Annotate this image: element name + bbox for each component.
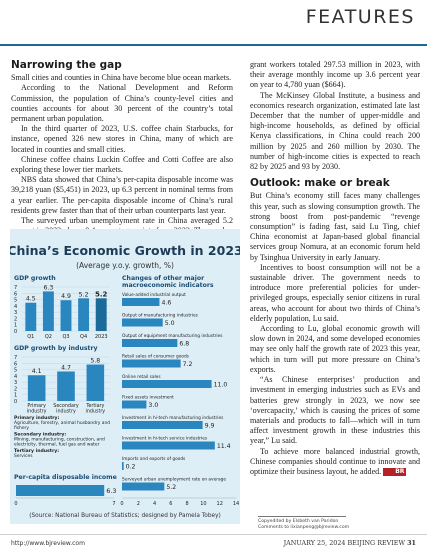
section-heading: Outlook: make or break — [250, 177, 390, 190]
right-column — [250, 60, 420, 477]
gdp-bar — [43, 291, 54, 331]
gdp-y-tick: 2 — [14, 316, 18, 323]
indicators-label-line1: Changes of other major — [122, 275, 205, 282]
income-label: Per-capita disposable income — [14, 474, 117, 481]
indicator-category-label: Retail sales of consumer goods — [122, 354, 189, 360]
gdp-value-label: 5.2 — [78, 291, 89, 299]
indicator-category-label: Investment in hi-tech manufacturing industries — [122, 416, 224, 421]
gdp-value-label: 4.5 — [25, 295, 36, 303]
indicators-x-tick: 14 — [232, 501, 240, 507]
gdp-y-tick: 4 — [14, 303, 18, 310]
industry-note-desc: electricity, thermal, fuel gas and water — [14, 442, 100, 448]
gdp-category-label: Q1 — [27, 334, 35, 340]
income-x-tick: 7 — [112, 501, 116, 507]
paragraph: Small cities and counties in China have become blue ocean markets. — [11, 73, 232, 83]
indicator-bar — [122, 483, 164, 491]
indicators-x-tick: 4 — [152, 501, 157, 507]
industry-y-tick: 6 — [14, 361, 18, 368]
left-column — [11, 60, 233, 247]
indicator-category-label: Value-added industrial output — [122, 293, 186, 298]
copyright-note — [258, 519, 349, 531]
comments-contact: Comments to lixianpeng@bjreview.com — [258, 525, 350, 530]
gdp-growth-label: GDP growth — [14, 275, 56, 282]
gdp-category-label: Q4 — [80, 334, 88, 340]
gdp-bar — [25, 303, 36, 331]
industry-category-label: industry — [85, 409, 106, 415]
indicators-x-tick: 12 — [216, 501, 223, 507]
br-end-mark-icon: BR — [383, 468, 406, 476]
paragraph: Chinese coffee chains Luckin Coffee and Cotti Coffee are also exploring these lower tier markets. — [11, 154, 233, 175]
paragraph: According to Lu, global economic growth will slow down in 2024, and some developed economies may see only half the growth rate of 2023 this year, which in turn will put more pressure on China’s exports. — [250, 324, 420, 374]
industry-y-tick: 2 — [14, 386, 18, 393]
paragraph: The surveyed urban unemployment rate in China averaged 5.2 — [21, 216, 233, 226]
paragraph: But China’s economy still faces many challenges this year, such as slowing consumption growth. The strong boost from post-pandemic “revenge consumption” is fading fast, said Lu Ting, chief China economist at Japan-based global financial services group Nomura, at an economic forum held by Tsinghua University in early January. — [250, 191, 420, 262]
gdp-value-label: 5.2 — [94, 290, 108, 299]
indicator-category-label: Output of manufacturing industries — [122, 313, 198, 319]
industry-note-term: Secondary industry: — [14, 432, 67, 438]
industry-category-label: Tertiary — [86, 404, 105, 409]
gdp-bar — [78, 298, 89, 331]
chart-title: China’s Economic Growth in 2023 — [10, 243, 240, 258]
indicator-bar — [122, 298, 159, 306]
industry-category-label: industry — [26, 409, 47, 415]
indicators-x-tick: 8 — [185, 501, 189, 507]
chart-subtitle: (Average y.o.y. growth, %) — [76, 261, 174, 270]
indicator-bar — [122, 421, 203, 429]
gdp-bar — [61, 300, 72, 331]
indicator-bar — [122, 462, 124, 470]
indicator-value-label: 11.0 — [213, 381, 228, 389]
industry-note-term: Primary industry: — [14, 416, 60, 421]
indicator-value-label: 0.2 — [125, 463, 136, 471]
paragraph: The McKinsey Global Institute, a business and economics research organization, estimated late last December that the number of upper-middle and high-income households, as defined by official Kenya classifications, in China could reach 200 million by 2025 and 260 million by 2030. The number of high-income cities is expected to reach 82 by 2025 and 93 by 2030. — [250, 90, 420, 172]
industry-bar — [28, 375, 46, 401]
industry-value-label: 4.7 — [61, 364, 71, 372]
section-header: FEATURES — [305, 6, 415, 28]
indicator-value-label: 11.4 — [216, 443, 231, 450]
industry-note-term: Tertiary industry: — [14, 449, 60, 454]
paragraph: grant workers totaled 297.53 million in 2023, with their average monthly income up 3.6 percent year on year to 4,780 yuan ($664). — [250, 60, 420, 90]
indicator-bar — [122, 380, 212, 388]
indicator-category-label: Fixed assets investment — [122, 395, 174, 401]
indicator-value-label: 4.6 — [161, 299, 172, 307]
industry-y-tick: 1 — [14, 392, 18, 399]
indicators-x-tick: 10 — [200, 501, 207, 507]
industry-y-tick: 0 — [14, 399, 18, 405]
indicators-x-tick: 0 — [120, 501, 124, 507]
copyedit-credit: Copyedited by Elsbeth van Paridon — [258, 519, 339, 524]
gdp-category-label: Q3 — [62, 334, 70, 340]
indicator-category-label: Output of equipment manufacturing industries — [122, 334, 223, 339]
indicators-label-line2: macroeconomic indicators — [122, 282, 214, 289]
industry-y-tick: 4 — [14, 373, 18, 380]
income-value-label: 6.3 — [106, 487, 117, 495]
issue-line: JANUARY 25, 2024 BEIJING REVIEW — [283, 539, 406, 547]
industry-category-label: Primary — [27, 404, 46, 409]
industry-note-desc: Services — [14, 454, 33, 459]
gdp-y-tick: 3 — [14, 310, 18, 317]
industry-y-tick: 7 — [14, 355, 18, 361]
indicator-bar — [122, 339, 177, 347]
economic-growth-chart — [10, 229, 240, 524]
gdp-y-tick: 1 — [14, 322, 18, 329]
gdp-value-label: 4.9 — [61, 293, 71, 301]
paragraph: “As Chinese enterprises’ production and investment in emerging industries such as EVs and batteries grew strongly in 2023, we now see ‘overcapacity,’ which is causing the prices of some materials and products to fall—which will in turn affect investment growth in these industries this year,” Lu said. — [250, 375, 420, 446]
copyright-rule — [258, 516, 346, 517]
indicator-value-label: 7.2 — [182, 361, 193, 368]
indicators-x-tick: 6 — [169, 501, 173, 507]
chart-source: (Source: National Bureau of Statistics; designed by Pamela Tobey) — [29, 513, 221, 519]
gdp-y-tick: 7 — [14, 285, 18, 291]
indicator-category-label: Online retail sales — [122, 375, 161, 380]
paragraph-text: To achieve more balanced industrial growth, Chinese companies should continue to innovate and optimize their business layout, he added. — [250, 446, 420, 476]
gdp-category-label: 2023 — [94, 334, 108, 340]
paragraph: Incentives to boost consumption will not be a sustainable driver. The government needs to introduce more preferential policies for under-privileged groups, especially senior citizens in rural areas, who account for about two thirds of China’s elderly population, Lu said. — [250, 262, 420, 323]
indicator-bar — [122, 360, 181, 368]
indicator-value-label: 6.8 — [179, 340, 190, 348]
industry-y-tick: 3 — [14, 380, 18, 387]
industry-note-desc: Agriculture, forestry, animal husbandry and — [14, 421, 111, 426]
footer-url[interactable]: http://www.bjreview.com — [11, 540, 85, 547]
indicator-bar — [122, 319, 163, 327]
paragraph — [250, 447, 420, 478]
industry-note-desc: Mining, manufacturing, construction, and — [14, 437, 105, 443]
footer-rule — [0, 534, 427, 535]
gdp-y-tick: 5 — [14, 297, 18, 304]
indicator-bar — [122, 401, 146, 409]
gdp-y-tick: 6 — [14, 291, 18, 298]
gdp-value-label: 6.3 — [43, 284, 54, 292]
indicator-bar — [122, 442, 215, 450]
indicators-x-tick: 2 — [136, 501, 140, 507]
indicator-value-label: 5.0 — [164, 320, 175, 327]
footer-issue — [284, 539, 416, 547]
industry-bar — [57, 371, 75, 401]
paragraph: NBS data showed that China’s per-capita disposable income was 39,218 yuan ($5,451) in 2023, up 6.3 percent in nominal terms from a year earlier. The per-capita disposable income of China’s rural residents grew faster than that of their urban counterparts last year. — [11, 175, 233, 215]
industry-growth-label: GDP growth by industry — [14, 345, 98, 352]
gdp-category-label: Q2 — [44, 334, 52, 340]
industry-category-label: industry — [56, 409, 76, 415]
gdp-y-tick: 0 — [14, 329, 18, 335]
paragraph: In the third quarter of 2023, U.S. coffee chain Starbucks, for instance, opened 326 new stores in China, many of which are located in counties and small cities. — [11, 124, 233, 154]
income-x-tick: 0 — [14, 501, 18, 507]
indicator-value-label: 3.0 — [148, 402, 159, 409]
industry-category-label: Secondary — [53, 404, 79, 409]
gdp-bar — [96, 298, 107, 331]
header-rule — [0, 44, 427, 46]
indicator-category-label: Surveyed urban unemployment rate on average — [122, 477, 226, 483]
industry-note-desc: fishery — [14, 426, 29, 431]
section-heading: Narrowing the gap — [11, 59, 122, 71]
income-bar — [16, 485, 104, 496]
paragraph: According to the National Development and Reform Commission, the population of China’s county-level cities and counties accounts for about 30 percent of the country’s total permanent urban population. — [11, 83, 233, 124]
industry-value-label: 4.1 — [31, 368, 42, 376]
indicator-value-label: 9.9 — [204, 422, 215, 430]
industry-y-tick: 5 — [14, 367, 18, 374]
chart-canvas — [10, 229, 240, 524]
indicator-value-label: 5.2 — [166, 484, 177, 491]
page-number: 31 — [407, 539, 416, 547]
indicator-category-label: Investment in hi-tech service industries — [122, 436, 208, 442]
industry-value-label: 5.8 — [90, 357, 101, 365]
industry-bar — [87, 365, 105, 401]
indicator-category-label: Imports and exports of goods — [122, 457, 186, 462]
